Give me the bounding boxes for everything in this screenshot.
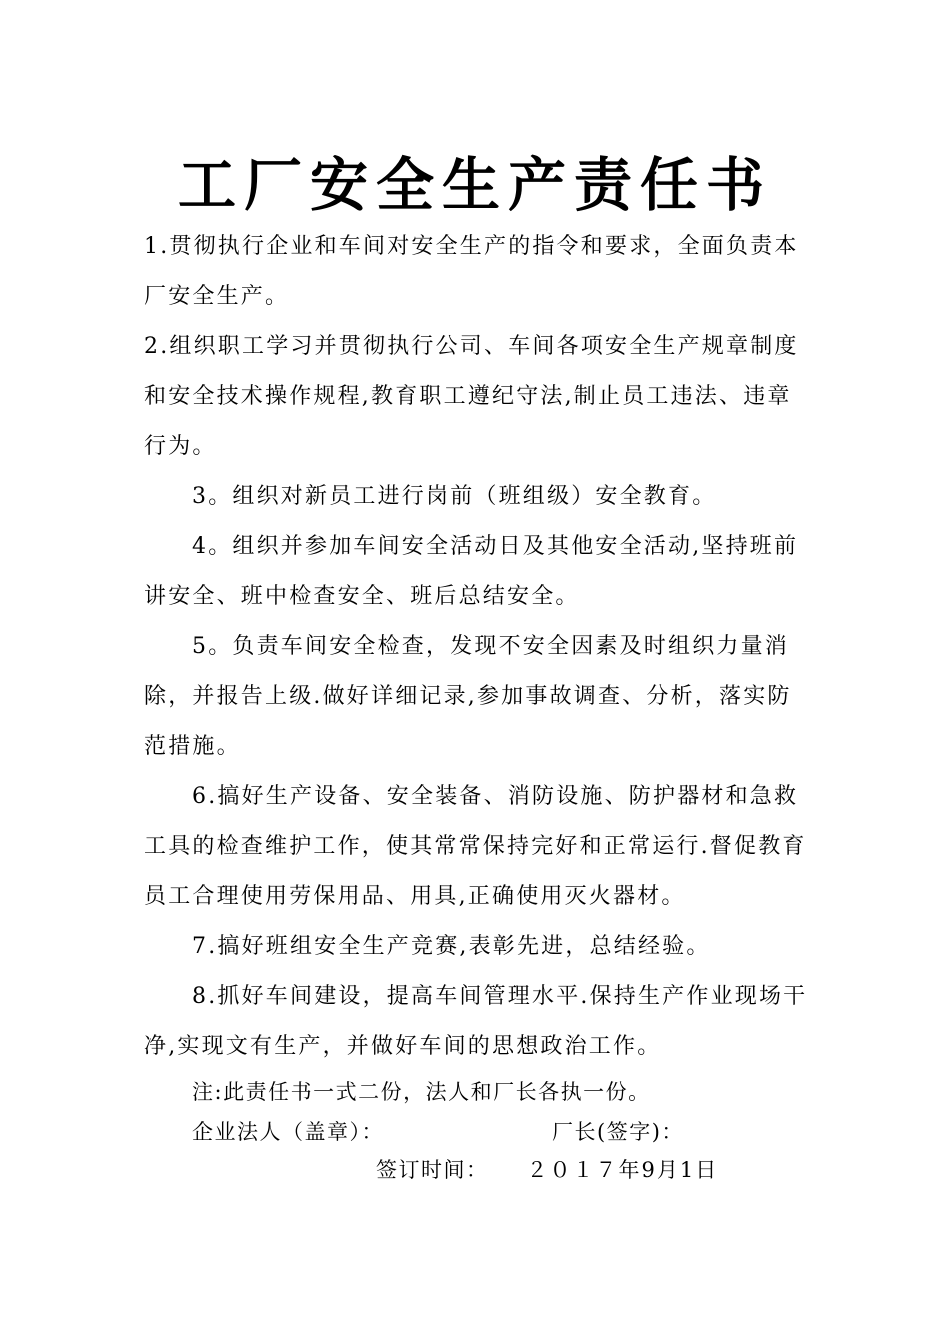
responsibility-item-2: 2.组织职工学习并贯彻执行公司、车间各项安全生产规章制度和安全技术操作规程,教育职工遵纪守法,制止员工违法、违章行为。 <box>144 334 799 459</box>
document-title: 工厂安全生产责任书 <box>177 151 772 219</box>
responsibility-items <box>144 222 814 1072</box>
responsibility-item-5: 5。负责车间安全检查，发现不安全因素及时组织力量消除，并报告上级.做好详细记录,参加事故调查、分析，落实防范措施。 <box>144 634 792 759</box>
signing-date-label: 签订时间： <box>376 1158 489 1182</box>
responsibility-item-3: 3。组织对新员工进行岗前（班组级）安全教育。 <box>192 484 717 509</box>
factory-manager-signature-label: 厂长(签字)： <box>552 1120 684 1144</box>
responsibility-item-1: 1.贯彻执行企业和车间对安全生产的指令和要求，全面负责本厂安全生产。 <box>144 234 799 309</box>
copies-note: 注:此责任书一式二份，法人和厂长各执一份。 <box>192 1080 651 1104</box>
responsibility-item-6: 6.搞好生产设备、安全装备、消防设施、防护器材和急救工具的检查维护工作，使其常常保持完好和正常运行.督促教育员工合理使用劳保用品、用具,正确使用灭火器材。 <box>144 784 807 909</box>
legal-person-seal-label: 企业法人（盖章）： <box>192 1120 384 1144</box>
responsibility-item-4: 4。组织并参加车间安全活动日及其他安全活动,坚持班前讲安全、班中检查安全、班后总结安全。 <box>144 534 799 609</box>
responsibility-item-7: 7.搞好班组安全生产竞赛,表彰先进，总结经验。 <box>192 934 711 959</box>
signing-date-row <box>376 1150 718 1190</box>
signing-date-value: ２０１７年9月1日 <box>526 1158 719 1182</box>
responsibility-item-8: 8.抓好车间建设，提高车间管理水平.保持生产作业现场干净,实现文有生产，并做好车间的思想政治工作。 <box>144 984 808 1059</box>
